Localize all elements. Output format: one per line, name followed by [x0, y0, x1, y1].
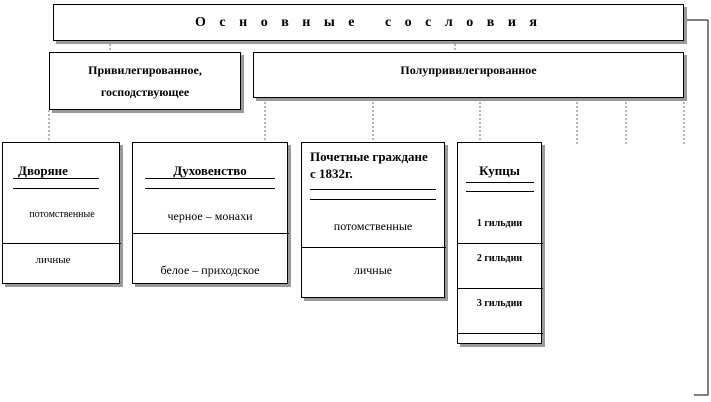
- estate-name: Купцы: [479, 163, 520, 178]
- divider: [145, 178, 275, 179]
- title-box: [53, 4, 684, 41]
- estate-row: черное – монахи: [167, 209, 253, 223]
- divider: [133, 233, 289, 234]
- estate-row: 3 гильдии: [476, 298, 523, 309]
- divider: [13, 178, 99, 179]
- divider: [310, 189, 436, 190]
- estate-row: потомственные: [29, 209, 95, 220]
- divider: [145, 188, 275, 189]
- divider: [302, 247, 446, 248]
- estate-row: личные: [353, 263, 393, 277]
- estate-name: Дворяне: [18, 163, 68, 178]
- divider: [310, 199, 436, 200]
- divider: [458, 243, 543, 244]
- divider: [3, 243, 121, 244]
- estate-row: потомственные: [333, 219, 413, 233]
- semi-privileged-box: [253, 52, 684, 98]
- estate-name: Почетные граждане с 1832г.: [310, 149, 428, 181]
- estate-row: 2 гильдии: [476, 253, 523, 264]
- estate-box-dukhovenstvo: [132, 142, 288, 284]
- estate-box-pochetnye-grazhdane: [301, 142, 445, 298]
- divider: [13, 188, 99, 189]
- estate-row: белое – приходское: [160, 263, 260, 277]
- estate-row: 1 гильдии: [476, 218, 523, 229]
- divider: [466, 191, 534, 192]
- diagram-title: О с н о в н ы е с о с л о в и я: [195, 15, 542, 30]
- privileged-box: [49, 52, 241, 110]
- estate-box-dvoryane: [2, 142, 120, 284]
- semi-privileged-label: Полупривилегированное: [400, 63, 537, 77]
- divider: [466, 182, 534, 183]
- divider: [458, 288, 543, 289]
- privileged-label: Привилегированное, господствующее: [88, 63, 202, 99]
- divider: [458, 333, 543, 334]
- estate-row: личные: [35, 254, 71, 266]
- estate-box-kuptsy: [457, 142, 542, 344]
- estate-name: Духовенство: [173, 163, 247, 178]
